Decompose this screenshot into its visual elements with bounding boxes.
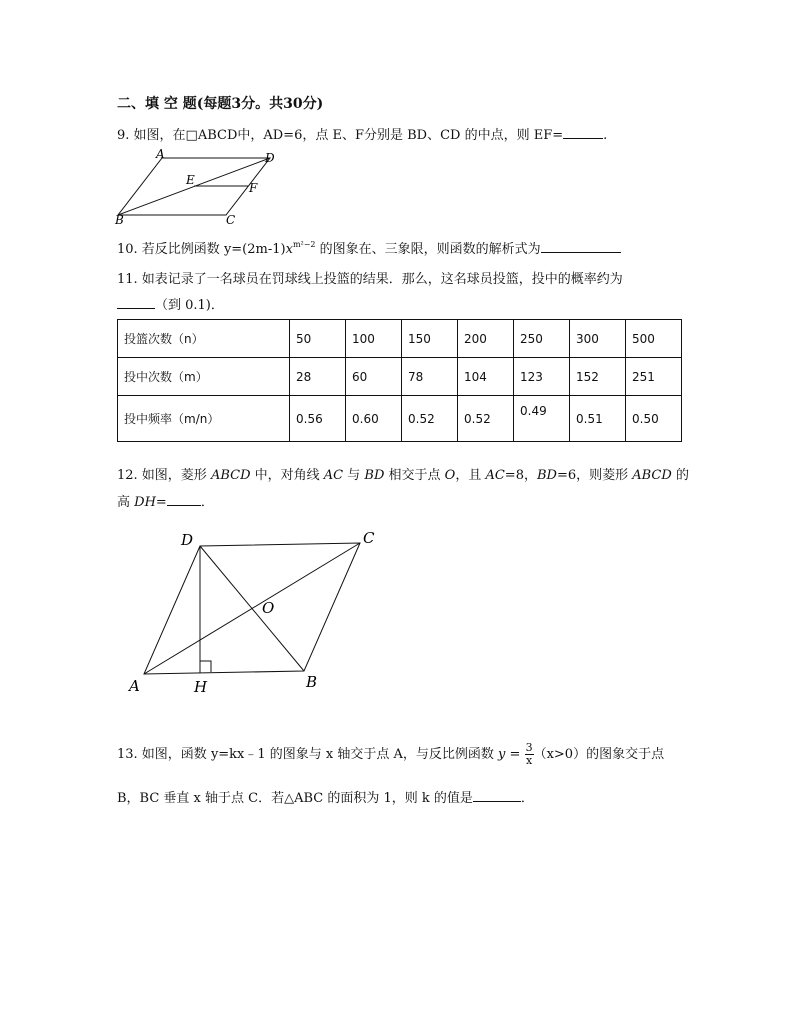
q12-abcd: ABCD <box>210 468 251 483</box>
table-row-header: 投篮次数（n） <box>118 320 290 358</box>
question-10-suffix: 的图象在、三象限，则函数的解析式为 <box>315 242 541 257</box>
q12-o: O <box>444 468 456 483</box>
q12-bd: BD <box>536 468 557 483</box>
table-cell: 0.50 <box>626 396 682 442</box>
label-D: D <box>181 531 194 549</box>
question-10-exponent: m²−2 <box>292 240 316 249</box>
fraction-3-over-x <box>525 742 534 767</box>
table-cell: 50 <box>290 320 346 358</box>
q13-y: y <box>498 747 506 762</box>
question-11-line2 <box>117 294 224 313</box>
answer-blank-9[interactable] <box>563 126 603 139</box>
question-11-line2-text: （到 0.1)． <box>155 298 224 313</box>
rhombus-figure <box>120 525 390 700</box>
table-row-header: 投中次数（m） <box>118 358 290 396</box>
table-cell: 60 <box>346 358 402 396</box>
q12-text: ，且 <box>455 468 486 483</box>
answer-blank-10[interactable] <box>541 240 621 253</box>
q12-text: 中，对角线 <box>250 468 324 483</box>
fraction-denominator: x <box>525 754 533 767</box>
table-cell: 0.60 <box>346 396 402 442</box>
table-row <box>118 396 682 442</box>
question-13-line1 <box>117 742 664 767</box>
fraction-numerator: 3 <box>525 741 533 754</box>
label-A: A <box>129 677 140 695</box>
q12-abcd: ABCD <box>632 468 672 483</box>
q12-ac: AC <box>323 468 344 483</box>
label-F: F <box>249 181 258 195</box>
question-13-line2 <box>117 787 534 806</box>
q12-ac: AC <box>485 468 505 483</box>
label-C: C <box>226 213 236 227</box>
right-angle-mark <box>200 661 211 672</box>
label-D: D <box>265 151 275 165</box>
label-E: E <box>186 173 195 187</box>
table-cell: 250 <box>514 320 570 358</box>
q13-text: （x>0）的图象交于点 <box>533 747 665 762</box>
question-12-line1 <box>117 464 689 483</box>
section-title: 二、填 空 题(每题3分。共30分) <box>117 96 324 112</box>
question-12-line2 <box>117 491 214 510</box>
table-row-header: 投中频率（m/n） <box>118 396 290 442</box>
answer-blank-13[interactable] <box>473 789 521 802</box>
question-9-end: . <box>603 128 608 143</box>
q12-text: ． <box>200 495 214 510</box>
q13-text: 13. 如图，函数 y=kx﹣1 的图象与 x 轴交于点 A，与反比例函数 <box>117 747 499 762</box>
q13-text: ． <box>520 791 534 806</box>
q12-text: 的 <box>671 468 689 483</box>
table-row <box>118 320 682 358</box>
q12-text: 与 <box>343 468 365 483</box>
label-C: C <box>363 529 375 547</box>
q13-text: B，BC 垂直 x 轴于点 C．若△ABC 的面积为 1，则 k 的值是 <box>117 791 473 806</box>
label-B: B <box>115 213 124 227</box>
q12-text: 高 <box>117 495 135 510</box>
shooting-table <box>117 319 682 442</box>
table-row <box>118 358 682 396</box>
answer-blank-12[interactable] <box>167 493 201 506</box>
table-cell: 300 <box>570 320 626 358</box>
q12-text: 相交于点 <box>384 468 445 483</box>
label-B: B <box>306 673 318 691</box>
label-H: H <box>194 678 208 696</box>
q12-bd: BD <box>364 468 385 483</box>
table-cell: 0.56 <box>290 396 346 442</box>
question-9 <box>117 124 607 143</box>
answer-blank-11[interactable] <box>117 296 155 309</box>
table-cell: 123 <box>514 358 570 396</box>
question-10-var: x <box>285 242 293 257</box>
label-O: O <box>262 599 275 617</box>
table-cell: 78 <box>402 358 458 396</box>
q12-text: 12. 如图，菱形 <box>117 468 211 483</box>
table-cell: 104 <box>458 358 514 396</box>
q13-eq: = <box>505 747 525 762</box>
question-9-text: 9. 如图，在□ABCD中，AD=6，点 E、F分别是 BD、CD 的中点，则 EF= <box>117 128 564 143</box>
table-cell: 150 <box>402 320 458 358</box>
diagonal-bd <box>200 546 304 671</box>
table-cell: 0.49 <box>514 396 570 442</box>
table-cell: 100 <box>346 320 402 358</box>
parallelogram-figure <box>112 148 282 228</box>
table-cell: 0.52 <box>402 396 458 442</box>
q12-text: =8， <box>504 468 537 483</box>
label-A: A <box>156 148 165 161</box>
q12-text: = <box>155 495 167 510</box>
question-10-prefix: 10. 若反比例函数 y=(2m-1) <box>117 242 286 257</box>
table-cell: 152 <box>570 358 626 396</box>
question-10 <box>117 238 621 257</box>
table-cell: 251 <box>626 358 682 396</box>
table-cell: 0.52 <box>458 396 514 442</box>
table-cell: 0.51 <box>570 396 626 442</box>
q12-text: =6，则菱形 <box>556 468 633 483</box>
q12-dh: DH <box>134 495 156 510</box>
table-cell: 28 <box>290 358 346 396</box>
table-cell: 200 <box>458 320 514 358</box>
question-11-line1: 11. 如表记录了一名球员在罚球线上投篮的结果．那么，这名球员投篮，投中的概率约为 <box>117 272 623 287</box>
table-cell: 500 <box>626 320 682 358</box>
